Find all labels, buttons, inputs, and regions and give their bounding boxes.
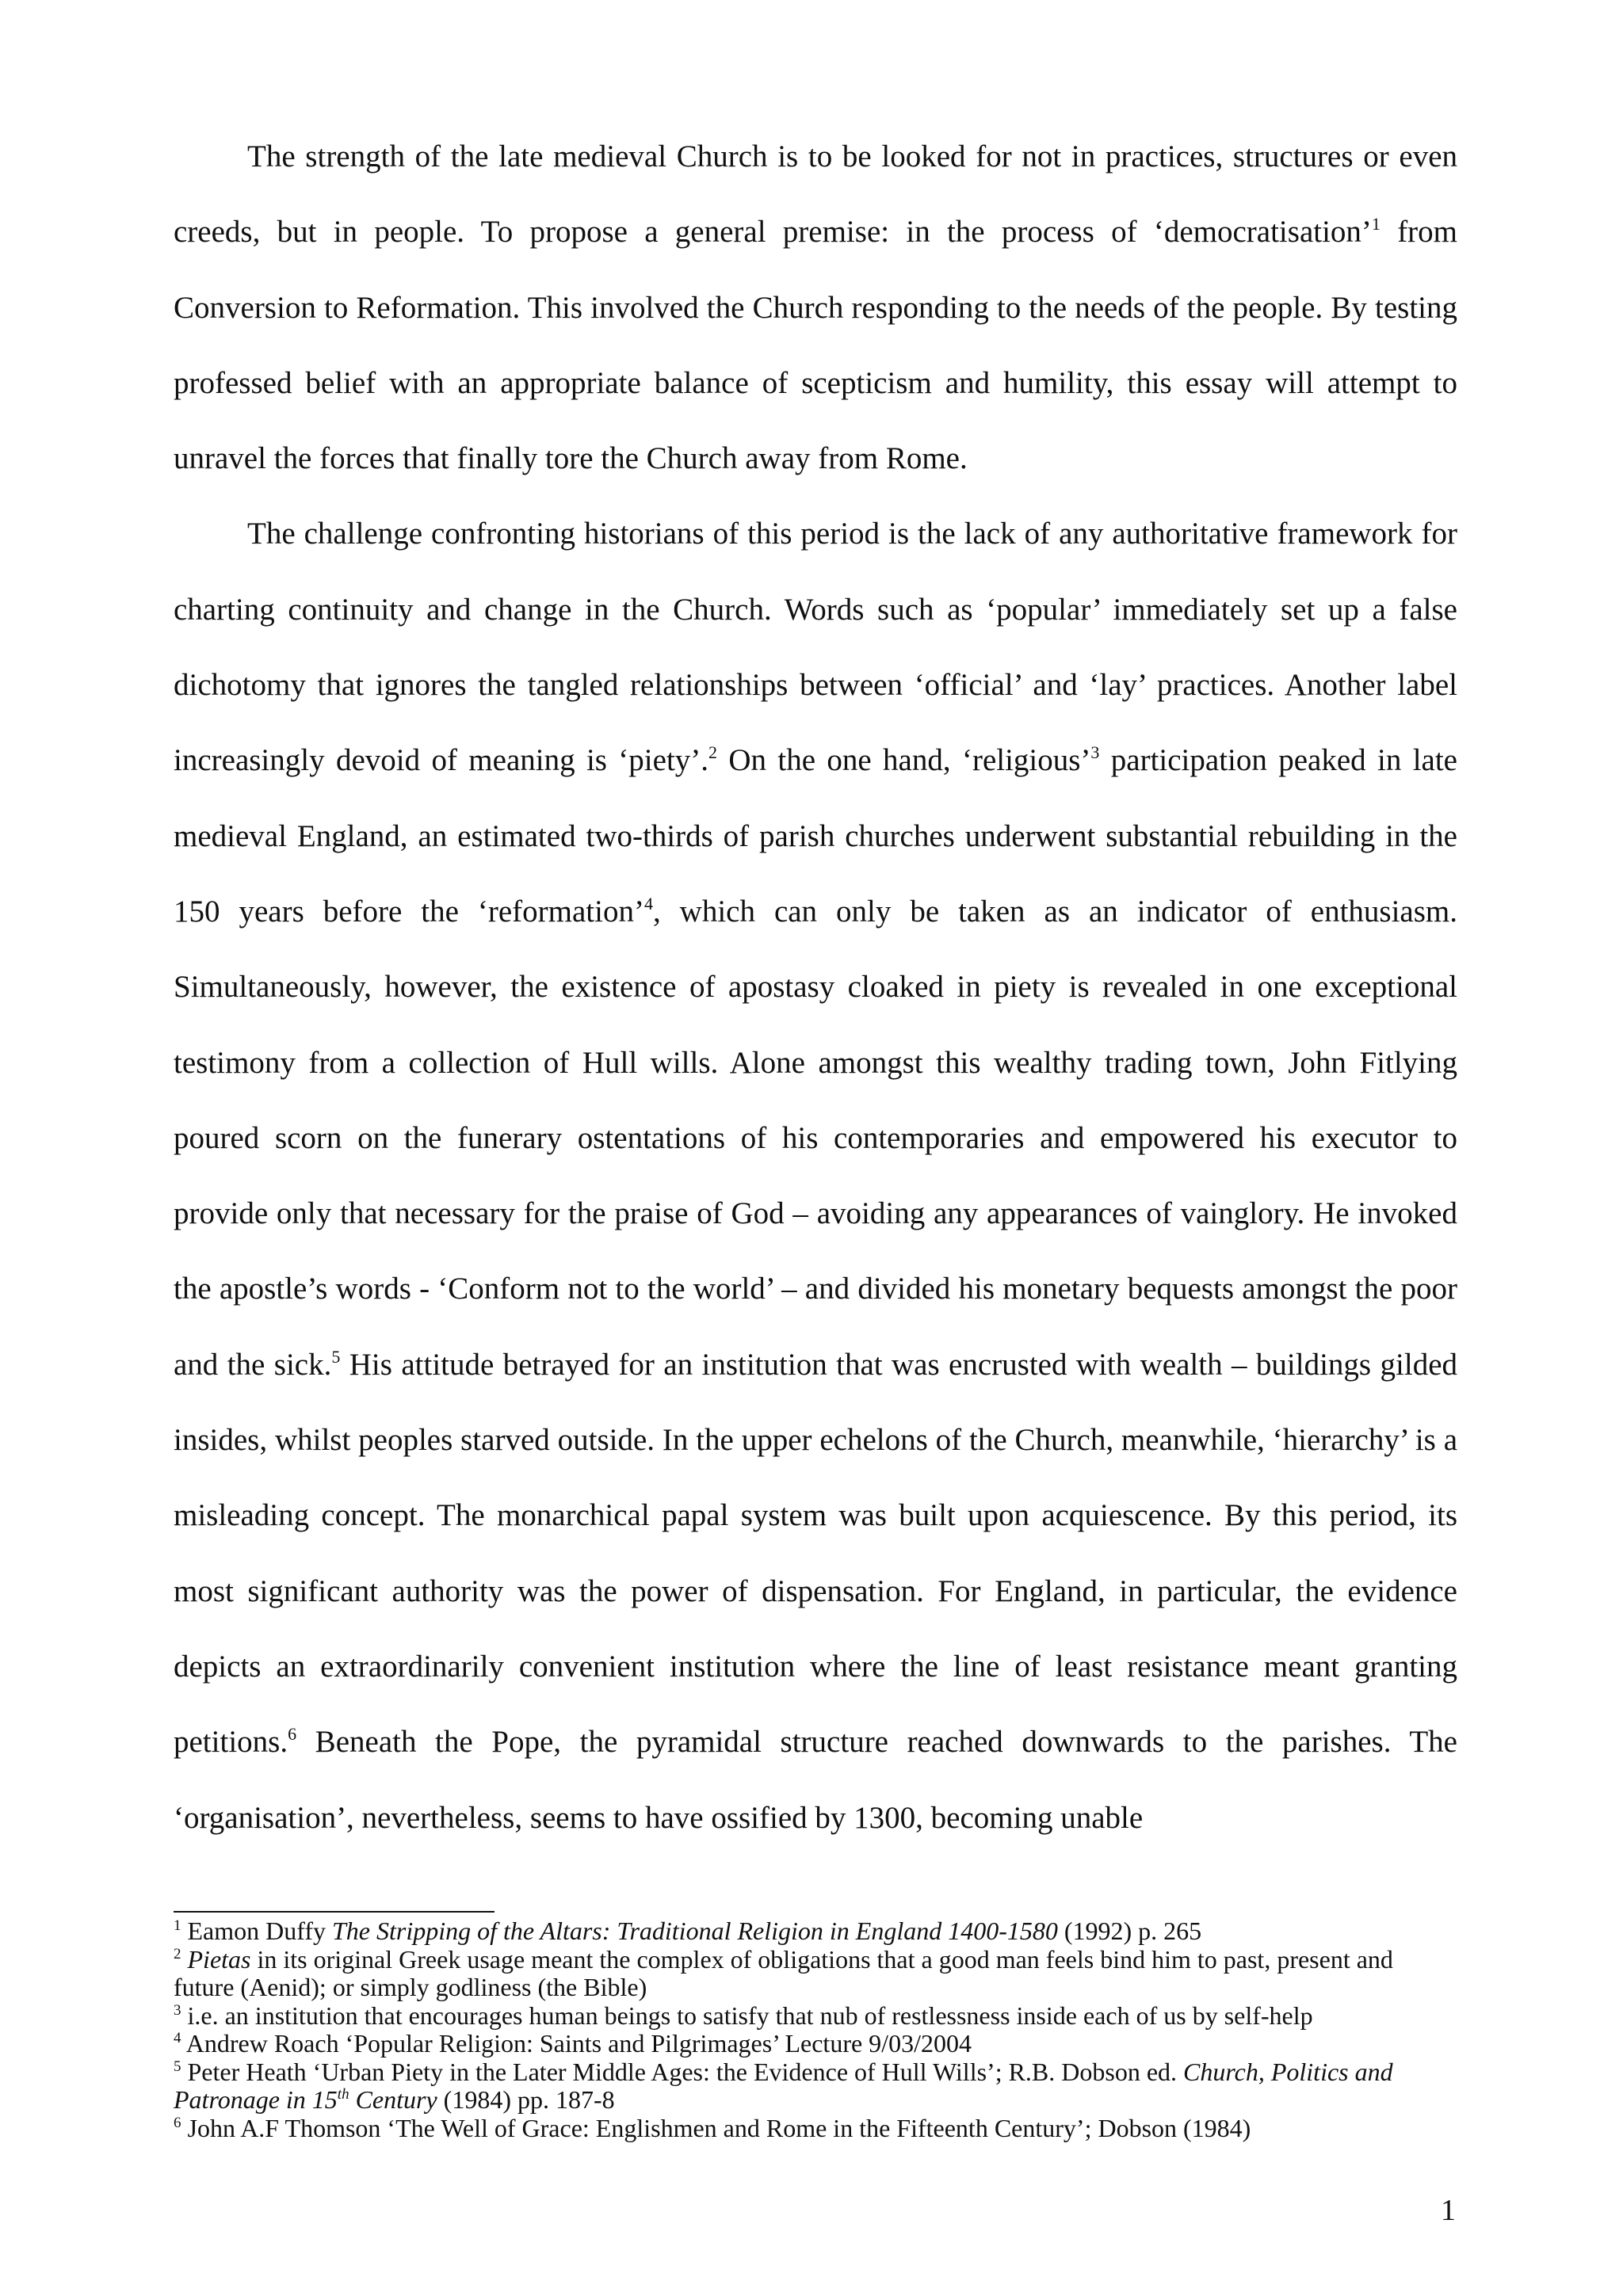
footnote-6 xyxy=(174,2115,1457,2143)
footnote-number: 2 xyxy=(174,1945,181,1962)
footnote-2 xyxy=(174,1946,1457,2002)
footnote-reference: 5 xyxy=(331,1346,341,1367)
page-number: 1 xyxy=(1441,2194,1456,2227)
footnote-separator xyxy=(174,1911,495,1913)
text-run: His attitude betrayed for an institution that was encrusted with wealth – buildings gilded insides, whilst peoples starved outside. In the upper echelons of the Church, meanwhile, ‘hierarchy’ is a misleading concept. The monarchical papal system was built upon acquiescence. By this period, its most significant authority was the power of dispensation. For England, in particular, the evidence depicts an extraordinarily convenient institution where the line of least resistance meant granting petitions. xyxy=(174,1347,1458,1760)
text-run: The strength of the late medieval Church is to be looked for not in practices, structures or even creeds, but in people. To propose a general premise: in the process of ‘democratisation’ xyxy=(174,139,1457,250)
footnote-reference: 3 xyxy=(1090,742,1100,763)
footnotes xyxy=(174,1917,1457,2142)
body-text xyxy=(174,119,1457,1855)
footnote-4 xyxy=(174,2030,1457,2058)
footnote-5 xyxy=(174,2058,1457,2115)
text-run: Andrew Roach ‘Popular Religion: Saints and Pilgrimages’ Lecture 9/03/2004 xyxy=(181,2029,972,2058)
footnote-reference: 6 xyxy=(288,1724,297,1745)
text-run: John A.F Thomson ‘The Well of Grace: Englishmen and Rome in the Fifteenth Century’; Dobson (1984) xyxy=(181,2113,1251,2142)
footnote-number: 5 xyxy=(174,2058,181,2075)
italic-text: Pietas xyxy=(187,1944,251,1974)
footnote-number: 1 xyxy=(174,1917,181,1934)
text-run: , which can only be taken as an indicator of enthusiasm. Simultaneously, however, the existence of apostasy cloaked in piety is revealed in one exceptional testimony from a collection of Hull wills. Alone amongst this wealthy trading town, John Fitlying poured scorn on the funerary ostentations of his contemporaries and empowered his executor to provide only that necessary for the praise of God – avoiding any appearances of vainglory. He invoked the apostle’s words - ‘Conform not to the world’ – and divided his monetary bequests amongst the poor and the sick. xyxy=(174,894,1457,1382)
italic-text: The Stripping of the Altars: Traditional Religion in England 1400-1580 xyxy=(331,1917,1058,1945)
italic-superscript: th xyxy=(337,2086,349,2103)
text-run: Eamon Duffy xyxy=(181,1917,332,1945)
text-run: Peter Heath ‘Urban Piety in the Later Middle Ages: the Evidence of Hull Wills’; R.B. Dobson ed. xyxy=(181,2057,1184,2086)
text-run: (1992) p. 265 xyxy=(1057,1917,1202,1945)
footnote-number: 4 xyxy=(174,2030,181,2046)
paragraph xyxy=(174,496,1457,1855)
footnote-1 xyxy=(174,1917,1457,1946)
paragraph xyxy=(174,119,1457,496)
footnote-3 xyxy=(174,2002,1457,2031)
footnote-reference: 1 xyxy=(1371,214,1381,235)
text-run: i.e. an institution that encourages human beings to satisfy that nub of restlessness inside each of us by self-help xyxy=(181,2000,1313,2030)
text-run: participation peaked in late medieval England, an estimated two-thirds of parish churches underwent substantial rebuilding in the 150 years before the ‘reformation’ xyxy=(174,743,1457,929)
italic-text: Church, Politics and Patronage in 15 xyxy=(174,2057,1393,2114)
text-run: The challenge confronting historians of this period is the lack of any authoritative framework for charting continuity and change in the Church. Words such as ‘popular’ immediately set up a false dichotomy that ignores the tangled relationships between ‘official’ and ‘lay’ practices. Another label increasingly devoid of meaning is ‘piety’. xyxy=(174,517,1457,778)
text-run: in its original Greek usage meant the complex of obligations that a good man feels bind him to past, present and future (Aenid); or simply godliness (the Bible) xyxy=(174,1944,1393,2001)
text-run xyxy=(181,1945,188,1974)
italic-text: Century xyxy=(349,2085,437,2114)
text-run: (1984) pp. 187-8 xyxy=(437,2085,615,2114)
footnote-reference: 4 xyxy=(643,893,653,913)
footnote-reference: 2 xyxy=(708,742,718,763)
text-run: Beneath the Pope, the pyramidal structure reached downwards to the parishes. The ‘organisation’, nevertheless, seems to have ossified by 1300, becoming unable xyxy=(174,1725,1457,1835)
text-run: On the one hand, ‘religious’ xyxy=(717,743,1091,778)
text-run: from Conversion to Reformation. This involved the Church responding to the needs of the people. By testing professed belief with an appropriate balance of scepticism and humility, this essay will attempt to unravel the forces that finally tore the Church away from Rome. xyxy=(174,215,1457,476)
footnote-number: 6 xyxy=(174,2114,181,2131)
footnote-number: 3 xyxy=(174,2001,181,2019)
